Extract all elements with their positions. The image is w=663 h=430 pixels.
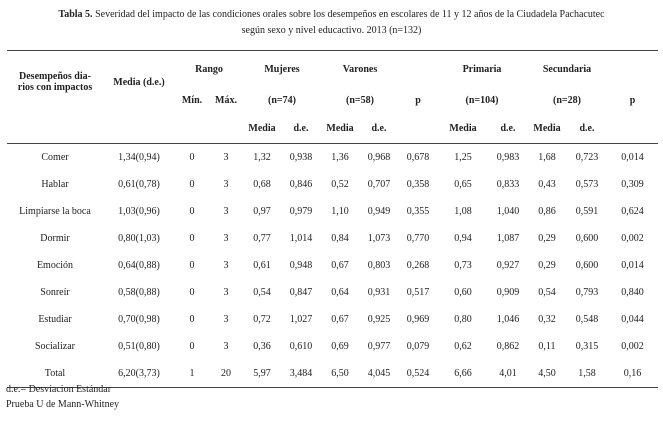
header-max: Máx. bbox=[215, 94, 237, 106]
header-sec-de: d.e. bbox=[579, 122, 595, 134]
cell-muj-media: 0,61 bbox=[253, 260, 271, 271]
header-secundaria-n: (n=28) bbox=[553, 94, 581, 106]
cell-max: 3 bbox=[223, 341, 229, 352]
footnote-test: Prueba U de Mann-Whitney bbox=[6, 399, 120, 410]
table-row bbox=[7, 333, 658, 360]
cell-p2: 0,624 bbox=[621, 206, 644, 217]
row-label: Sonreír bbox=[40, 287, 70, 298]
header-varones: Varones bbox=[321, 51, 399, 88]
cell-sec-media: 0,11 bbox=[538, 341, 556, 352]
cell-p1: 0,678 bbox=[406, 152, 430, 163]
cell-muj-media: 1,32 bbox=[253, 152, 271, 163]
cell-min: 0 bbox=[189, 341, 195, 352]
cell-pri-media: 1,08 bbox=[454, 206, 472, 217]
cell-p1: 0,517 bbox=[406, 287, 430, 298]
header-blank-a bbox=[7, 113, 103, 144]
cell-var-de: 1,073 bbox=[367, 233, 391, 244]
cell-p1: 0,524 bbox=[406, 368, 430, 379]
cell-max: 3 bbox=[223, 287, 229, 298]
cell-pri-de: 1,040 bbox=[496, 206, 520, 217]
cell-var-de: 0,707 bbox=[367, 179, 391, 190]
cell-pri-de: 1,046 bbox=[496, 314, 520, 325]
cell-var-media: 0,67 bbox=[331, 314, 349, 325]
cell-var-de: 0,925 bbox=[367, 314, 391, 325]
header-var-media: Media bbox=[326, 122, 354, 134]
header-blank-f bbox=[607, 113, 658, 144]
cell-pri-media: 0,60 bbox=[454, 287, 472, 298]
header-primaria: Primaria bbox=[437, 51, 527, 88]
cell-pri-media: 1,25 bbox=[454, 152, 472, 163]
cell-sec-media: 0,29 bbox=[538, 233, 556, 244]
cell-sec-de: 1,58 bbox=[578, 368, 596, 379]
header-desempenos-line-1: Desempeños dia- bbox=[19, 71, 91, 82]
cell-min: 0 bbox=[189, 260, 195, 271]
cell-muj-de: 1,014 bbox=[289, 233, 313, 244]
cell-min: 0 bbox=[189, 233, 195, 244]
header-primaria-n: (n=104) bbox=[465, 94, 499, 106]
cell-p1: 0,358 bbox=[406, 179, 430, 190]
cell-sec-de: 0,793 bbox=[575, 287, 599, 298]
cell-sec-de: 0,723 bbox=[575, 152, 599, 163]
cell-muj-media: 0,54 bbox=[253, 287, 271, 298]
table-row bbox=[7, 198, 658, 225]
cell-var-de: 0,949 bbox=[367, 206, 391, 217]
cell-var-media: 0,64 bbox=[331, 287, 349, 298]
caption-line-1 bbox=[0, 7, 663, 23]
cell-p1: 0,268 bbox=[406, 260, 430, 271]
header-row-group bbox=[7, 51, 658, 88]
cell-sec-media: 4,50 bbox=[538, 368, 556, 379]
cell-media-de: 0,64(0,88) bbox=[118, 260, 160, 271]
cell-muj-de: 1,027 bbox=[289, 314, 313, 325]
cell-sec-de: 0,573 bbox=[575, 179, 599, 190]
cell-media-de: 0,80(1,03) bbox=[118, 233, 160, 244]
cell-p2: 0,309 bbox=[621, 179, 644, 190]
cell-media-de: 6,20(3,73) bbox=[118, 368, 160, 379]
row-label: Limpiarse la boca bbox=[19, 206, 91, 217]
header-muj-media: Media bbox=[248, 122, 276, 134]
cell-p2: 0,840 bbox=[621, 287, 644, 298]
cell-p2: 0,16 bbox=[623, 368, 642, 379]
cell-p2: 0,014 bbox=[621, 152, 644, 163]
cell-media-de: 1,03(0,96) bbox=[118, 206, 160, 217]
cell-var-de: 0,977 bbox=[367, 341, 391, 352]
table-row bbox=[7, 225, 658, 252]
cell-var-de: 4,045 bbox=[367, 368, 391, 379]
row-label: Emoción bbox=[36, 260, 74, 271]
cell-p2: 0,002 bbox=[621, 341, 644, 352]
header-var-de: d.e. bbox=[371, 122, 387, 134]
cell-pri-media: 0,94 bbox=[454, 233, 472, 244]
cell-max: 3 bbox=[223, 206, 229, 217]
table-row bbox=[7, 252, 658, 279]
header-blank-d bbox=[209, 113, 243, 144]
cell-muj-media: 0,77 bbox=[253, 233, 271, 244]
cell-min: 0 bbox=[189, 179, 195, 190]
cell-max: 20 bbox=[221, 368, 231, 379]
cell-min: 0 bbox=[189, 287, 195, 298]
header-blank-b bbox=[103, 113, 175, 144]
cell-pri-media: 0,62 bbox=[454, 341, 472, 352]
table-row bbox=[7, 306, 658, 333]
cell-max: 3 bbox=[223, 260, 229, 271]
cell-muj-media: 0,72 bbox=[253, 314, 271, 325]
cell-sec-media: 0,43 bbox=[538, 179, 556, 190]
header-blank-c bbox=[175, 113, 209, 144]
cell-media-de: 1,34(0,94) bbox=[118, 152, 160, 163]
cell-pri-media: 6,66 bbox=[454, 368, 472, 379]
cell-pri-de: 0,909 bbox=[496, 287, 520, 298]
cell-var-media: 6,50 bbox=[331, 368, 349, 379]
cell-media-de: 0,61(0,78) bbox=[118, 179, 160, 190]
header-min: Mín. bbox=[181, 94, 203, 106]
row-label: Total bbox=[44, 368, 66, 379]
cell-var-media: 0,84 bbox=[331, 233, 349, 244]
header-desempenos-line-2: rios con impactos bbox=[17, 82, 93, 93]
cell-min: 0 bbox=[189, 206, 195, 217]
footnote-de: d.e.= Desviacion Estándar bbox=[6, 384, 112, 395]
cell-var-media: 1,10 bbox=[331, 206, 349, 217]
header-p2: p bbox=[629, 94, 636, 106]
cell-muj-media: 5,97 bbox=[253, 368, 271, 379]
header-pri-media: Media bbox=[449, 122, 477, 134]
cell-sec-de: 0,600 bbox=[575, 260, 599, 271]
table-row bbox=[7, 279, 658, 306]
header-varones-n: (n=58) bbox=[346, 94, 374, 106]
header-p1: p bbox=[415, 94, 421, 106]
cell-var-media: 0,67 bbox=[331, 260, 349, 271]
cell-var-de: 0,931 bbox=[367, 287, 391, 298]
cell-max: 3 bbox=[223, 314, 229, 325]
header-media-de: Media (d.e.) bbox=[103, 51, 175, 114]
cell-max: 3 bbox=[223, 233, 229, 244]
cell-media-de: 0,51(0,80) bbox=[118, 341, 160, 352]
cell-muj-de: 0,610 bbox=[289, 341, 313, 352]
cell-muj-de: 0,938 bbox=[289, 152, 313, 163]
cell-pri-de: 0,862 bbox=[496, 341, 520, 352]
cell-sec-de: 0,315 bbox=[575, 341, 599, 352]
cell-max: 3 bbox=[223, 179, 229, 190]
header-pri-de: d.e. bbox=[500, 122, 516, 134]
cell-var-de: 0,968 bbox=[367, 152, 391, 163]
cell-var-media: 0,52 bbox=[331, 179, 349, 190]
cell-var-de: 0,803 bbox=[367, 260, 391, 271]
cell-media-de: 0,70(0,98) bbox=[118, 314, 160, 325]
row-label: Comer bbox=[41, 152, 69, 163]
cell-max: 3 bbox=[223, 152, 229, 163]
cell-sec-de: 0,591 bbox=[575, 206, 599, 217]
row-label: Estudiar bbox=[38, 314, 72, 325]
cell-sec-media: 1,68 bbox=[538, 152, 556, 163]
cell-pri-de: 4,01 bbox=[499, 368, 517, 379]
header-mujeres-n: (n=74) bbox=[268, 94, 296, 106]
header-empty-1 bbox=[399, 51, 437, 88]
cell-muj-media: 0,36 bbox=[253, 341, 271, 352]
cell-media-de: 0,58(0,88) bbox=[118, 287, 160, 298]
caption-line-2: según sexo y nivel educactivo. 2013 (n=132) bbox=[241, 25, 422, 36]
cell-sec-de: 0,600 bbox=[575, 233, 599, 244]
cell-p1: 0,770 bbox=[406, 233, 430, 244]
cell-muj-de: 0,979 bbox=[289, 206, 313, 217]
header-sec-media: Media bbox=[533, 122, 561, 134]
table-label: Tabla 5. bbox=[58, 9, 93, 20]
cell-p2: 0,002 bbox=[621, 233, 644, 244]
cell-min: 1 bbox=[189, 368, 195, 379]
header-row-sub bbox=[7, 113, 658, 144]
cell-sec-media: 0,29 bbox=[538, 260, 556, 271]
row-label: Socializar bbox=[35, 341, 75, 352]
cell-var-media: 1,36 bbox=[331, 152, 349, 163]
cell-muj-media: 0,68 bbox=[253, 179, 271, 190]
cell-pri-media: 0,73 bbox=[454, 260, 472, 271]
row-label: Hablar bbox=[41, 179, 69, 190]
cell-sec-media: 0,86 bbox=[538, 206, 556, 217]
row-label: Dormir bbox=[40, 233, 70, 244]
header-secundaria: Secundaria bbox=[527, 51, 607, 88]
cell-p2: 0,014 bbox=[621, 260, 644, 271]
cell-p2: 0,044 bbox=[621, 314, 644, 325]
cell-sec-media: 0,54 bbox=[538, 287, 556, 298]
cell-muj-de: 0,847 bbox=[289, 287, 313, 298]
results-table bbox=[7, 50, 658, 388]
header-blank-e bbox=[399, 113, 437, 144]
table-row bbox=[7, 171, 658, 198]
cell-pri-media: 0,80 bbox=[454, 314, 472, 325]
cell-pri-de: 0,983 bbox=[496, 152, 520, 163]
cell-muj-de: 0,846 bbox=[289, 179, 313, 190]
cell-pri-de: 0,833 bbox=[496, 179, 520, 190]
header-desempenos bbox=[7, 51, 103, 114]
table-row bbox=[7, 144, 658, 172]
cell-pri-de: 1,087 bbox=[496, 233, 520, 244]
cell-p1: 0,079 bbox=[406, 341, 430, 352]
cell-muj-de: 0,948 bbox=[289, 260, 313, 271]
caption-text-1: Severidad del impacto de las condiciones orales sobre los desempeños en escolares de 11 y 12 años de la Ciudadela Pachacutec bbox=[92, 9, 605, 20]
cell-min: 0 bbox=[189, 314, 195, 325]
header-empty-2 bbox=[607, 51, 658, 88]
cell-muj-de: 3,484 bbox=[289, 368, 313, 379]
cell-p1: 0,969 bbox=[406, 314, 430, 325]
cell-p1: 0,355 bbox=[406, 206, 430, 217]
cell-sec-media: 0,32 bbox=[538, 314, 556, 325]
cell-muj-media: 0,97 bbox=[253, 206, 271, 217]
header-muj-de: d.e. bbox=[293, 122, 309, 134]
cell-min: 0 bbox=[189, 152, 195, 163]
header-rango: Rango bbox=[175, 51, 243, 88]
cell-pri-media: 0,65 bbox=[454, 179, 472, 190]
table-body bbox=[7, 144, 658, 388]
table-caption bbox=[0, 7, 663, 39]
header-mujeres: Mujeres bbox=[243, 51, 321, 88]
cell-sec-de: 0,548 bbox=[575, 314, 599, 325]
cell-var-media: 0,69 bbox=[331, 341, 349, 352]
cell-pri-de: 0,927 bbox=[496, 260, 520, 271]
